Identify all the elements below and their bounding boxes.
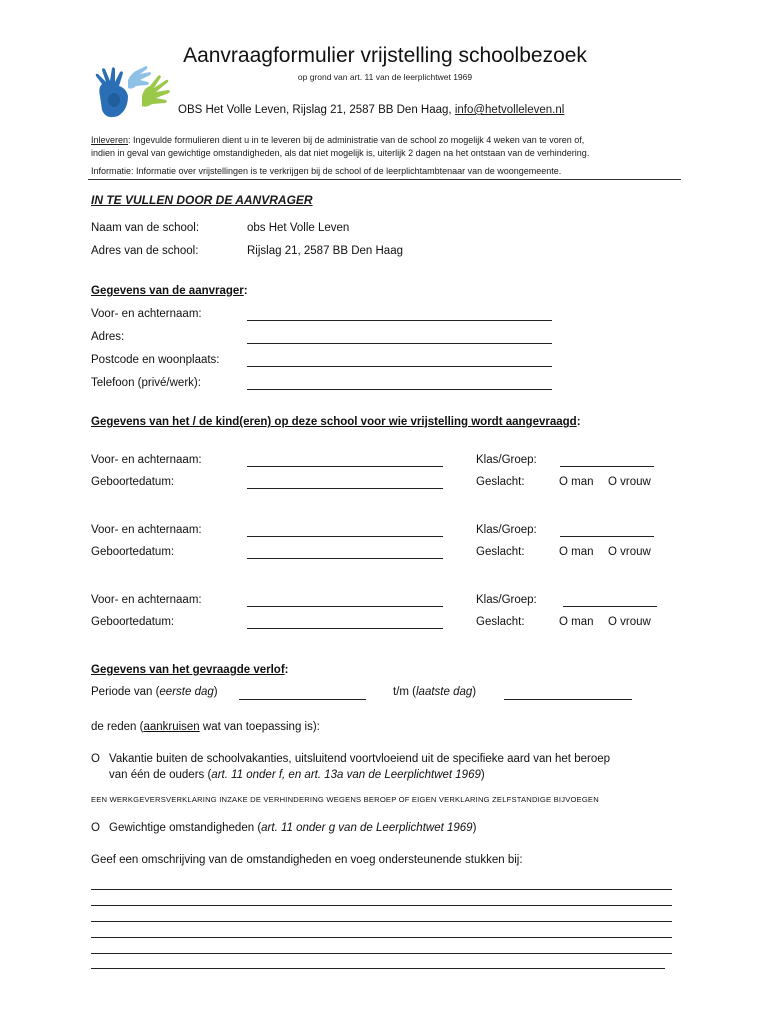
child3-name-field[interactable] [247,606,443,607]
circumstances-option-radio[interactable]: O [91,822,100,834]
period-to-prefix: t/m ( [393,686,416,698]
form-title: Aanvraagformulier vrijstelling schoolbezoek [183,44,587,67]
period-first-day: eerste dag [159,686,214,698]
description-line-2[interactable] [91,905,672,906]
description-line-6[interactable] [91,968,665,969]
inleveren-text-1: : Ingevulde formulieren dient u in te leveren bij de administratie van de school zo mogelijk 4 weken van te voren of, [128,135,585,145]
applicant-phone-label: Telefoon (privé/werk): [91,377,201,389]
child2-class-field[interactable] [560,536,654,537]
child2-male-radio[interactable]: O man [559,546,594,558]
reason-prefix: de reden ( [91,721,144,733]
hands-logo-icon [92,66,172,122]
form-subtitle: op grond van art. 11 van de leerplichtwet 1969 [297,72,473,82]
description-line-1[interactable] [91,889,672,890]
child3-dob-label: Geboortedatum: [91,616,175,628]
children-heading-colon: : [576,416,581,428]
circumstances-close: ) [472,822,477,834]
period-to-label [393,686,476,698]
applicant-name-field[interactable] [247,320,552,321]
child3-class-field[interactable] [563,606,657,607]
child1-name-field[interactable] [247,466,443,467]
child1-dob-field[interactable] [247,488,443,489]
child3-female-radio[interactable]: O vrouw [608,616,651,628]
applicant-postcode-field[interactable] [247,366,552,367]
child1-class-field[interactable] [560,466,654,467]
vacation-option-prefix: van één de ouders ( [109,769,212,781]
period-from-close: ) [213,686,218,698]
school-address-value: Rijslag 21, 2587 BB Den Haag [247,245,403,257]
vacation-option-text-2 [109,769,485,781]
vacation-option-text-1: Vakantie buiten de schoolvakanties, uitsluitend voortvloeiend uit de specifieke aard van het beroep [109,753,611,765]
description-prompt: Geef een omschrijving van de omstandigheden en voeg ondersteunende stukken bij: [91,854,523,866]
child1-name-label: Voor- en achternaam: [91,454,202,466]
period-from-field[interactable] [239,699,366,700]
child3-class-label: Klas/Groep: [476,594,537,606]
applicant-heading [91,285,248,297]
description-line-5[interactable] [91,953,672,954]
informatie-note: Informatie: Informatie over vrijstellingen is te verkrijgen bij de school of de leerplichtambtenaar van de woongemeente. [91,166,562,176]
child1-class-label: Klas/Groep: [476,454,537,466]
leave-heading [91,664,289,676]
vacation-option-radio[interactable]: O [91,753,100,765]
child2-female-radio[interactable]: O vrouw [608,546,651,558]
child3-male-radio[interactable]: O man [559,616,594,628]
employer-note: EEN WERKGEVERSVERKLARING INZAKE DE VERHINDERING WEGENS BEROEP OF EIGEN VERKLARING ZELFSTANDIGE BIJVOEGEN [91,795,599,804]
child2-name-field[interactable] [247,536,443,537]
applicant-name-label: Voor- en achternaam: [91,308,202,320]
circumstances-prefix: Gewichtige omstandigheden ( [109,822,262,834]
child2-class-label: Klas/Groep: [476,524,537,536]
inleveren-label: Inleveren [91,135,129,145]
header-divider [88,179,681,180]
description-line-4[interactable] [91,937,672,938]
org-text: OBS Het Volle Leven, Rijslag 21, 2587 BB Den Haag, [178,104,452,116]
child1-dob-label: Geboortedatum: [91,476,175,488]
child1-male-radio[interactable]: O man [559,476,594,488]
applicant-heading-text: Gegevens van de aanvrager [91,285,244,297]
inleveren-text-2: indien in geval van gewichtige omstandigheden, als dat niet mogelijk is, uiterlijk 2 dagen na het ontstaan van de verhindering. [91,148,590,158]
applicant-phone-field[interactable] [247,389,552,390]
child2-dob-field[interactable] [247,558,443,559]
child2-dob-label: Geboortedatum: [91,546,175,558]
period-from-label [91,686,218,698]
period-last-day: laatste dag [416,686,473,698]
circumstances-ref: art. 11 onder g van de Leerplichtwet 1969 [261,822,473,834]
leave-heading-colon: : [284,664,289,676]
school-name-value: obs Het Volle Leven [247,222,350,234]
child1-female-radio[interactable]: O vrouw [608,476,651,488]
description-line-3[interactable] [91,921,672,922]
child3-dob-field[interactable] [247,628,443,629]
vacation-option-ref: art. 11 onder f, en art. 13a van de Leerplichtwet 1969 [211,769,481,781]
child3-name-label: Voor- en achternaam: [91,594,202,606]
school-address-line [178,104,564,116]
child3-sex-label: Geslacht: [476,616,525,628]
reason-suffix: wat van toepassing is): [199,721,320,733]
applicant-postcode-label: Postcode en woonplaats: [91,354,220,366]
reason-link: aankruisen [143,721,200,733]
school-address-label: Adres van de school: [91,245,199,257]
inleveren-note [91,135,584,145]
applicant-heading-colon: : [243,285,248,297]
child2-name-label: Voor- en achternaam: [91,524,202,536]
applicant-address-field[interactable] [247,343,552,344]
child1-sex-label: Geslacht: [476,476,525,488]
school-name-label: Naam van de school: [91,222,200,234]
children-heading [91,416,581,428]
section-title: IN TE VULLEN DOOR DE AANVRAGER [91,193,313,207]
reason-prompt [91,721,320,733]
applicant-address-label: Adres: [91,331,125,343]
circumstances-option-text [109,822,476,834]
vacation-option-close: ) [480,769,485,781]
leave-heading-text: Gegevens van het gevraagde verlof [91,664,285,676]
period-to-close: ) [472,686,477,698]
children-heading-text: Gegevens van het / de kind(eren) op deze school voor wie vrijstelling wordt aangevraagd [91,416,577,428]
period-to-field[interactable] [504,699,632,700]
period-from-prefix: Periode van ( [91,686,160,698]
email-link[interactable]: info@hetvolleleven.nl [454,104,565,116]
child2-sex-label: Geslacht: [476,546,525,558]
